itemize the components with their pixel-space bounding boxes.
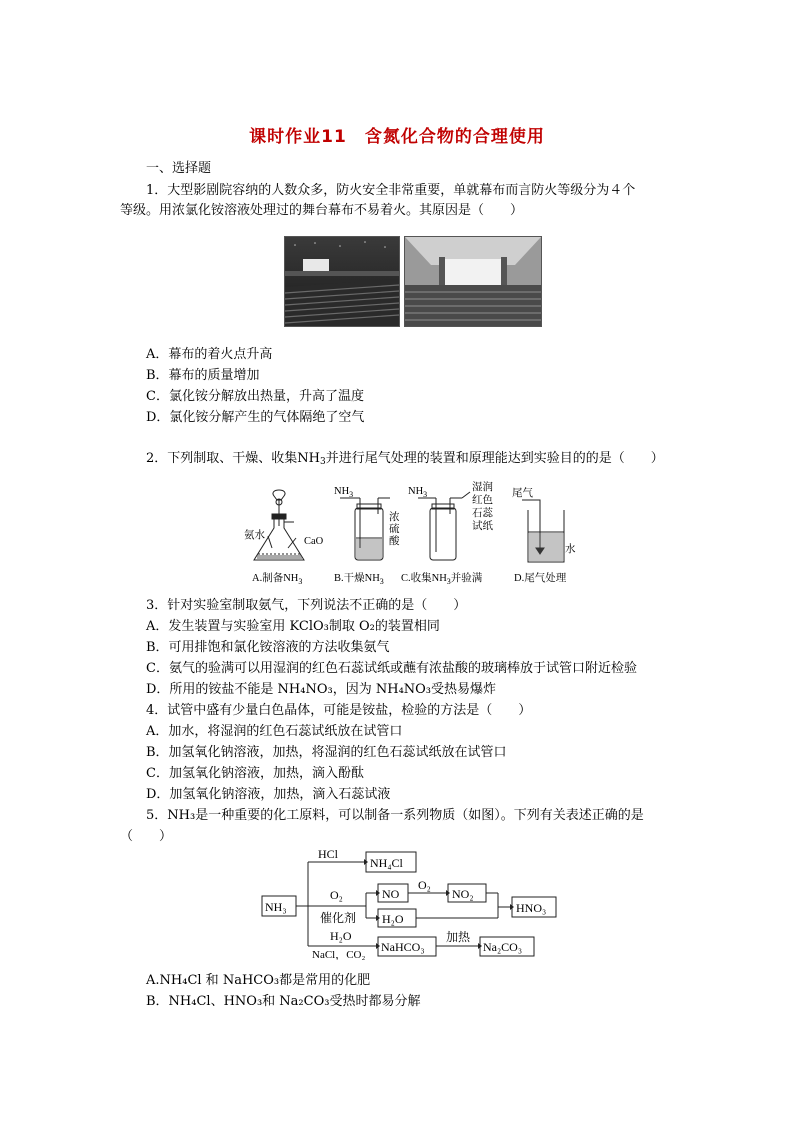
section-heading: 一、选择题 <box>146 161 212 176</box>
q2-stem: 2．下列制取、干燥、收集$NH_3$并进行尾气处理的装置和原理能达到实验目的的是（ ） <box>146 451 664 467</box>
q5-stem-line2: （ ） <box>120 829 173 844</box>
svg-text:NH3: $NH_3$ <box>334 486 354 499</box>
q4-option-a: A．加水，将湿润的红色石蕊试纸放在试管口 <box>146 724 403 739</box>
q3-option-c: C．氨气的验满可以用湿润的红色石蕊试纸或蘸有浓盐酸的玻璃棒放于试管口附近检验 <box>146 661 637 676</box>
svg-text:水: 水 <box>565 544 576 555</box>
node-h2o: H₂O <box>382 912 404 926</box>
svg-text:NH3: $NH_3$ <box>408 486 428 499</box>
svg-text:D.尾气处理: D.尾气处理 <box>514 573 567 584</box>
q1-option-a: A．幕布的着火点升高 <box>146 347 273 362</box>
theater-photo-2 <box>404 236 542 327</box>
svg-text:试纸: 试纸 <box>472 521 493 532</box>
q3-option-a: A．发生装置与实验室用 KClO₃制取 O₂的装置相同 <box>146 619 440 634</box>
node-no: NO <box>382 887 400 901</box>
node-nahco3: NaHCO₃ <box>381 940 425 954</box>
q3-option-b: B．可用排饱和氯化铵溶液的方法收集氨气 <box>146 640 390 655</box>
node-no2: NO₂ <box>452 887 474 901</box>
q4-option-c: C．加氢氧化钠溶液，加热，滴入酚酞 <box>146 766 364 781</box>
svg-text:B.干燥NH3: B.干燥$NH_3$ <box>334 573 384 586</box>
svg-text:催化剂: 催化剂 <box>320 911 357 925</box>
svg-text:A.制备NH3: A.制备$NH_3$ <box>252 573 303 586</box>
svg-text:O₂: O₂ <box>330 888 343 902</box>
q1-option-d: D．氯化铵分解产生的气体隔绝了空气 <box>146 410 365 425</box>
q5-reaction-diagram <box>260 846 560 960</box>
svg-text:硫: 硫 <box>389 524 400 535</box>
svg-text:石蕊: 石蕊 <box>472 508 493 519</box>
q4-stem: 4．试管中盛有少量白色晶体，可能是铵盐，检验的方法是（ ） <box>146 703 532 718</box>
svg-text:浓: 浓 <box>389 512 400 523</box>
q1-stem-line2: 等级。用浓氯化铵溶液处理过的舞台幕布不易着火。其原因是（ ） <box>120 203 524 218</box>
q2-apparatus-figure <box>244 478 584 586</box>
q3-stem: 3．针对实验室制取氨气，下列说法不正确的是（ ） <box>146 598 467 613</box>
svg-text:O₂: O₂ <box>418 878 431 892</box>
svg-text:C.收集NH3并验满: C.收集$NH_3$并验满 <box>401 573 483 586</box>
svg-text:尾气: 尾气 <box>512 488 533 499</box>
svg-text:NaCl，CO₂: NaCl，CO₂ <box>312 949 366 960</box>
q1-option-b: B．幕布的质量增加 <box>146 368 260 383</box>
node-hno3: HNO₃ <box>516 901 547 915</box>
svg-text:HCl: HCl <box>318 847 339 861</box>
svg-text:湿润: 湿润 <box>472 482 493 493</box>
q4-option-d: D．加氢氧化钠溶液，加热，滴入石蕊试液 <box>146 787 391 802</box>
svg-text:H₂O: H₂O <box>330 929 352 943</box>
q1-stem-line1: 1．大型影剧院容纳的人数众多，防火安全非常重要，单就幕布而言防火等级分为４个 <box>146 183 636 198</box>
svg-text:酸: 酸 <box>389 536 400 547</box>
q5-option-a: A.NH₄Cl 和 NaHCO₃都是常用的化肥 <box>146 973 371 988</box>
q5-option-b: B．NH₄Cl、HNO₃和 Na₂CO₃受热时都易分解 <box>146 994 421 1009</box>
svg-text:加热: 加热 <box>446 930 471 944</box>
q2-label-a-left: 氨水 <box>244 530 265 541</box>
q1-option-c: C．氯化铵分解放出热量，升高了温度 <box>146 389 364 404</box>
q5-stem-line1: 5．NH₃是一种重要的化工原料，可以制备一系列物质（如图）。下列有关表述正确的是 <box>146 808 644 823</box>
node-nh3: NH₃ <box>265 900 287 914</box>
svg-text:红色: 红色 <box>472 495 493 506</box>
page-title: 课时作业11 含氮化合物的合理使用 <box>249 127 545 147</box>
q2-label-a-right: CaO <box>304 536 324 547</box>
node-na2co3: Na₂CO₃ <box>483 940 523 954</box>
q4-option-b: B．加氢氧化钠溶液，加热，将湿润的红色石蕊试纸放在试管口 <box>146 745 507 760</box>
q3-option-d: D．所用的铵盐不能是 NH₄NO₃，因为 NH₄NO₃受热易爆炸 <box>146 682 497 697</box>
theater-photo-1 <box>284 236 400 327</box>
node-nh4cl: NH₄Cl <box>370 856 403 870</box>
